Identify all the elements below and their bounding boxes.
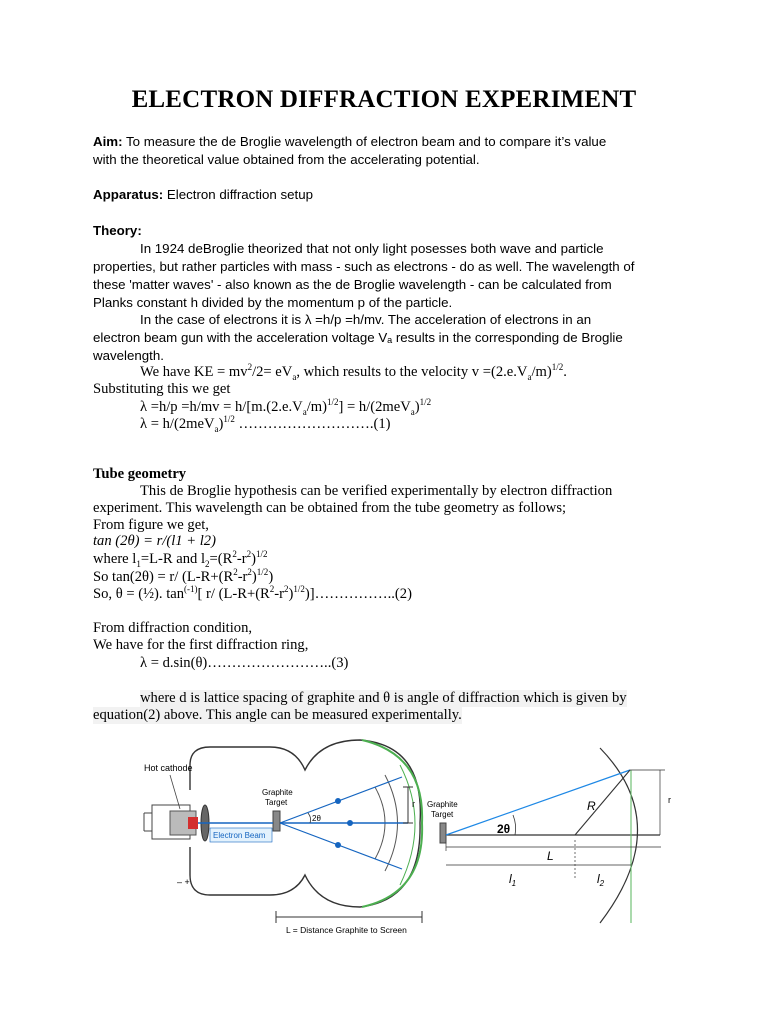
lambda-equation-1: $\lambda =h/p =h/mv = h/[m.(2.e.V_a/m)^{1/2}] = h/(2meV_a)^{1/2}$ — [140, 397, 432, 417]
diffraction-line-5: equation(2) above. This angle can be measured experimentally. — [93, 707, 462, 723]
diffraction-equation: λ = d.sin(θ)……………………..(3) — [140, 655, 349, 671]
fig-right-r: r — [668, 795, 671, 805]
tan-equation: tan (2θ) = r/(l1 + l2) — [93, 533, 216, 549]
aim-label: Aim: — [93, 134, 123, 149]
apparatus-label: Apparatus: — [93, 187, 164, 202]
diffraction-line-1: From diffraction condition, — [93, 620, 253, 636]
tube-line-1: This de Broglie hypothesis can be verified experimentally by electron diffraction — [140, 483, 613, 499]
fig-right-l1: $l_1$ — [509, 872, 517, 888]
tube-geometry-figure — [425, 745, 690, 930]
fig-right-target: Target — [431, 810, 454, 819]
fig-left-two-theta: 2θ — [312, 814, 321, 823]
theory-p1-line-3: these 'matter waves' - also known as the de Broglie wavelength - can be calculated from — [93, 277, 612, 292]
fig-left-polarity: – + — [177, 877, 190, 887]
tube-geometry-heading: Tube geometry — [93, 466, 187, 482]
graphite-target — [273, 811, 280, 831]
substitution-line: Substituting this we get — [93, 381, 231, 397]
fig-right-graphite: Graphite — [427, 800, 458, 809]
fig-right-R: R — [587, 799, 596, 813]
theory-p1-line-1: In 1924 deBroglie theorized that not only light posesses both wave and particle — [140, 241, 604, 256]
theory-p1-line-2: properties, but rather particles with mass - such as electrons - do as well. The wavelength of — [93, 259, 635, 274]
page-title: ELECTRON DIFFRACTION EXPERIMENT — [131, 86, 637, 113]
fig-left-hot-cathode: Hot cathode — [144, 763, 193, 773]
theory-p2-line-1: In the case of electrons it is λ =h/p =h/mv. The acceleration of electrons in an — [140, 312, 592, 327]
diffraction-line-4: where d is lattice spacing of graphite and θ is angle of diffraction which is given by — [140, 690, 627, 706]
theory-heading: Theory: — [93, 223, 142, 238]
tube-line-2: experiment. This wavelength can be obtained from the tube geometry as follows; — [93, 500, 567, 516]
fig-left-r-label: r — [412, 799, 415, 809]
fig-right-two-theta: 2θ — [497, 822, 511, 836]
aim-line-1: Aim: To measure the de Broglie wavelength of electron beam and to compare it’s value — [93, 134, 607, 149]
theory-p2-line-2: electron beam gun with the acceleration voltage Vₐ results in the corresponding de Broglie — [93, 330, 623, 345]
fig-left-target: Target — [265, 798, 288, 807]
fig-right-L: L — [547, 849, 554, 863]
where-line: where $l_1=L-R$ and $l_2=(R^2-r^2)^{1/2}$ — [93, 549, 268, 569]
fig-left-distance: L = Distance Graphite to Screen — [286, 925, 407, 935]
diffraction-line-2: We have for the first diffraction ring, — [93, 637, 309, 653]
apparatus-line: Apparatus: Electron diffraction setup — [93, 187, 313, 202]
ke-equation: We have KE = $mv^2/2= eV_a$, which results to the velocity $v =(2.e.V_a/m)^{1/2}$. — [140, 362, 567, 382]
fig-left-graphite: Graphite — [262, 788, 293, 797]
fig-left-electron-beam: Electron Beam — [213, 831, 266, 840]
fig-right-l2: $l_2$ — [597, 872, 605, 888]
graphite-target-right — [440, 823, 446, 843]
diffraction-tube-figure — [130, 735, 435, 940]
theory-p1-line-4: Planks constant h divided by the momentum p of the particle. — [93, 295, 453, 310]
so-line-1: So tan(2θ) = r/ $(L-R+(R^2-r^2)^{1/2})$ — [93, 567, 274, 585]
lambda-equation-2: $\lambda = h/(2meV_a)^{1/2}$ ……………………….(1) — [140, 414, 391, 434]
tube-line-3: From figure we get, — [93, 517, 209, 533]
aim-line-2: with the theoretical value obtained from the accelerating potential. — [93, 152, 480, 167]
theory-p2-line-3: wavelength. — [93, 348, 164, 363]
so-line-2: So, θ = (½). $\tan^{(-1)}$[ r/ $(L-R+(R^2-r^2)^{1/2})]\dots\dots\dots\dots\dots..(2)$ — [93, 584, 412, 602]
